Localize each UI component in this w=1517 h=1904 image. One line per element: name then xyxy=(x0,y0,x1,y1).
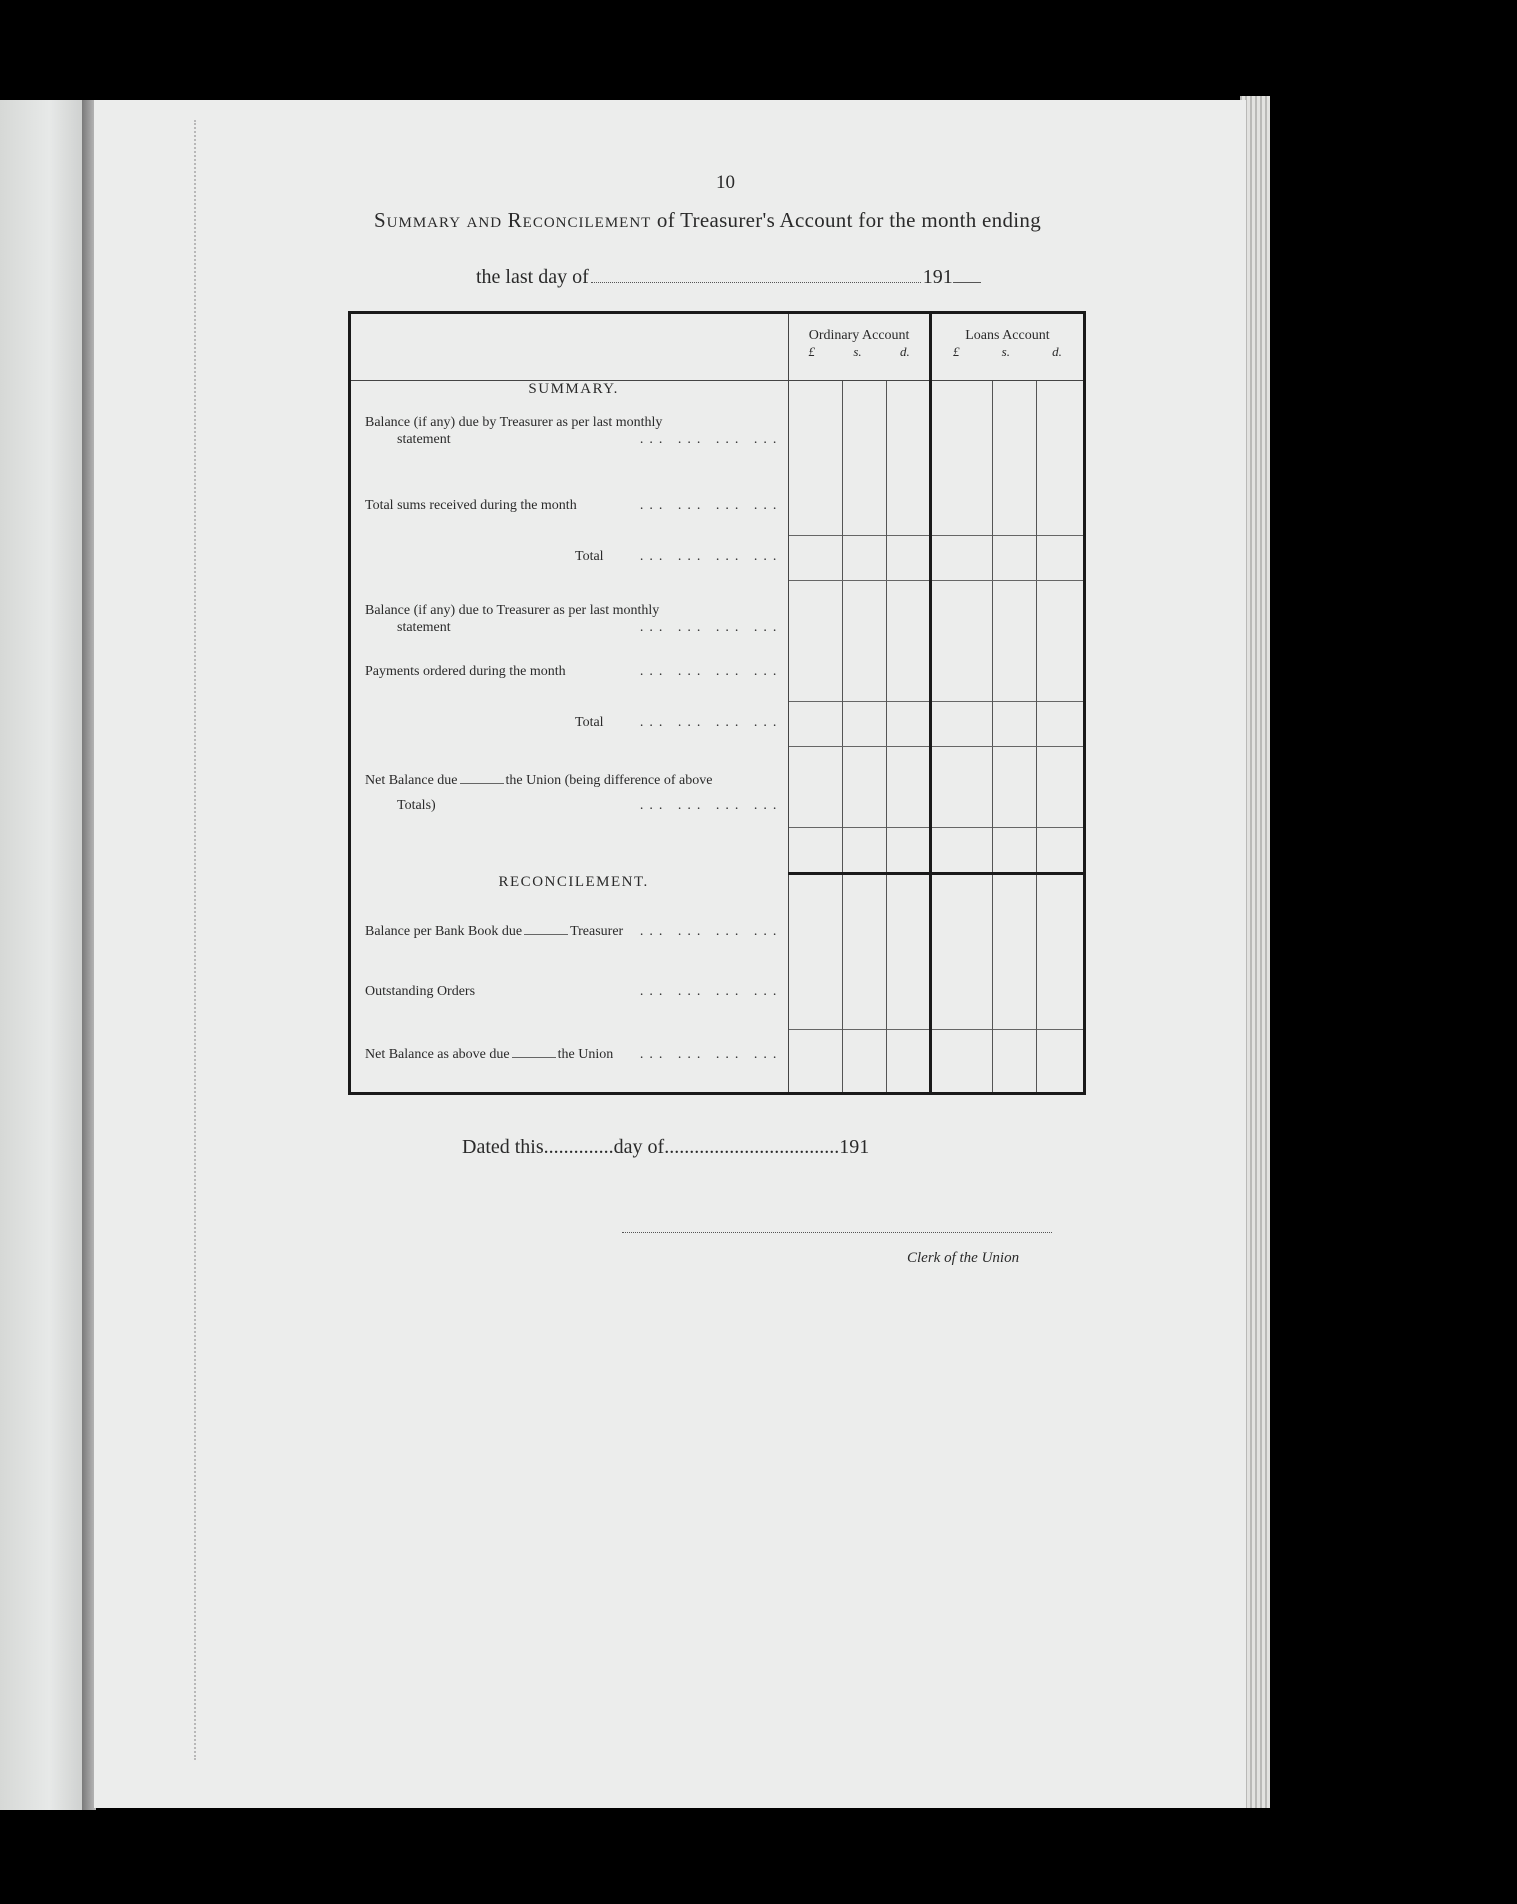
blank-line xyxy=(460,783,504,784)
row-text: Total xyxy=(575,714,604,730)
ordinary-account-header xyxy=(789,313,931,381)
bank-book-desc xyxy=(350,909,789,969)
ledger-table xyxy=(348,311,1086,1095)
amount-cell xyxy=(843,581,887,642)
amount-cell xyxy=(843,702,887,747)
amount-cell xyxy=(843,1030,887,1094)
row-text: the Union (being difference of above xyxy=(505,772,713,788)
amount-cell xyxy=(930,969,992,1030)
payments-ordered-row xyxy=(350,641,1085,702)
total-1-desc xyxy=(350,536,789,581)
amount-cell xyxy=(993,381,1037,416)
total-1-row xyxy=(350,536,1085,581)
dot-leader: ... ... ... ... xyxy=(639,924,783,939)
perforation-line xyxy=(194,120,196,1760)
dot-leader: ... ... ... ... xyxy=(639,619,783,635)
loans-units xyxy=(932,344,1083,360)
row-text: statement xyxy=(397,619,451,635)
amount-cell xyxy=(789,536,843,581)
net-balance-reco-desc xyxy=(350,1030,789,1094)
outstanding-orders-desc xyxy=(350,969,789,1030)
amount-cell xyxy=(1037,581,1085,642)
ordinary-units xyxy=(789,344,929,360)
reconcilement-title-row xyxy=(350,874,1085,910)
year-blank xyxy=(953,282,981,283)
amount-cell xyxy=(887,874,931,910)
row-text: the Union xyxy=(557,1046,614,1062)
signature-line xyxy=(622,1232,1052,1233)
net-balance-total-row xyxy=(350,828,1085,874)
row-text: Net Balance as above due xyxy=(365,1046,510,1062)
amount-cell xyxy=(887,909,931,969)
balance-by-treasurer-row xyxy=(350,415,1085,475)
row-text: statement xyxy=(397,432,451,447)
amount-cell xyxy=(993,747,1037,828)
amount-cell xyxy=(930,415,992,475)
row-text-line xyxy=(365,641,782,680)
dot-leader: ... ... ... ... xyxy=(639,548,783,564)
title-reconcilement: Reconcilement xyxy=(507,208,652,232)
amount-cell xyxy=(993,702,1037,747)
total-2-desc xyxy=(350,702,789,747)
amount-cell xyxy=(843,536,887,581)
amount-cell xyxy=(789,641,843,702)
amount-cell xyxy=(887,828,931,874)
amount-cell xyxy=(843,415,887,475)
amount-cell xyxy=(789,581,843,642)
dot-leader: ... ... ... ... xyxy=(639,714,783,730)
row-text-line xyxy=(365,536,782,565)
row-text-line xyxy=(365,747,782,789)
amount-cell xyxy=(887,536,931,581)
row-text-line xyxy=(365,702,782,731)
amount-cell xyxy=(843,381,887,416)
payments-ordered-desc xyxy=(350,641,789,702)
unit-shilling: s. xyxy=(853,344,862,359)
amount-cell xyxy=(1037,641,1085,702)
amount-cell xyxy=(1037,415,1085,475)
row-text: Balance (if any) due by Treasurer as per last monthly xyxy=(365,415,663,430)
amount-cell xyxy=(789,1030,843,1094)
signature-label: Clerk of the Union xyxy=(907,1250,1020,1266)
amount-cell xyxy=(843,874,887,910)
amount-cell xyxy=(930,581,992,642)
row-text: Totals) xyxy=(397,797,436,813)
row-text-line xyxy=(365,1030,782,1063)
subtitle-prefix: the last day of xyxy=(476,266,589,288)
amount-cell xyxy=(930,874,992,910)
amount-cell xyxy=(1037,828,1085,874)
dated-dots-1: .............. xyxy=(543,1136,614,1158)
amount-cell xyxy=(887,747,931,828)
row-text-line xyxy=(365,475,782,514)
form-subtitle xyxy=(476,266,981,289)
amount-cell xyxy=(993,1030,1037,1094)
row-text: Total sums received during the month xyxy=(365,498,577,513)
unit-pence: d. xyxy=(899,344,910,359)
amount-cell xyxy=(789,475,843,536)
amount-cell xyxy=(789,969,843,1030)
amount-cell xyxy=(930,702,992,747)
amount-cell xyxy=(789,415,843,475)
amount-cell xyxy=(993,581,1037,642)
amount-cell xyxy=(993,969,1037,1030)
amount-cell xyxy=(1037,747,1085,828)
dated-prefix: Dated this xyxy=(462,1136,544,1158)
amount-cell xyxy=(993,475,1037,536)
row-text-line xyxy=(365,619,782,636)
loans-account-label: Loans Account xyxy=(965,328,1050,343)
page-number-text: 10 xyxy=(716,172,735,193)
amount-cell xyxy=(1037,874,1085,910)
amount-cell xyxy=(843,475,887,536)
net-balance-row xyxy=(350,747,1085,828)
amount-cell xyxy=(789,747,843,828)
amount-cell xyxy=(887,381,931,416)
amount-cell xyxy=(1037,969,1085,1030)
dot-leader: ... ... ... ... xyxy=(639,664,783,679)
row-text: Net Balance due xyxy=(365,772,458,788)
dated-year: 191 xyxy=(839,1136,870,1158)
amount-cell xyxy=(930,1030,992,1094)
sums-received-desc xyxy=(350,475,789,536)
amount-cell xyxy=(930,909,992,969)
amount-cell xyxy=(1037,475,1085,536)
amount-cell xyxy=(887,641,931,702)
dot-leader: ... ... ... ... xyxy=(639,432,783,447)
dated-mid: day of xyxy=(613,1136,665,1158)
amount-cell xyxy=(1037,381,1085,416)
dated-dots-2: ................................... xyxy=(664,1136,840,1158)
amount-cell xyxy=(887,475,931,536)
amount-cell xyxy=(930,747,992,828)
row-text-line xyxy=(365,789,782,814)
sums-received-row xyxy=(350,475,1085,536)
amount-cell xyxy=(789,828,843,874)
subtitle-year: 191 xyxy=(922,266,953,288)
row-text-line xyxy=(365,431,782,448)
dot-leader: ... ... ... ... xyxy=(639,984,783,999)
net-balance-desc xyxy=(350,747,789,828)
amount-cell xyxy=(1037,1030,1085,1094)
amount-cell xyxy=(1037,702,1085,747)
amount-cell xyxy=(843,969,887,1030)
document-page xyxy=(94,100,1246,1808)
summary-title-row xyxy=(350,381,1085,416)
date-blank xyxy=(591,282,921,283)
amount-cell xyxy=(789,909,843,969)
amount-cell xyxy=(843,909,887,969)
dot-leader: ... ... ... ... xyxy=(639,797,783,813)
form-title xyxy=(374,208,1041,233)
row-text: Outstanding Orders xyxy=(365,984,476,999)
amount-cell xyxy=(789,381,843,416)
amount-cell xyxy=(843,641,887,702)
amount-cell xyxy=(843,747,887,828)
balance-to-treasurer-row xyxy=(350,581,1085,642)
row-text: Total xyxy=(575,548,604,564)
row-text: Balance per Bank Book due xyxy=(365,924,523,939)
blank-line xyxy=(524,934,568,935)
bank-book-row xyxy=(350,909,1085,969)
amount-cell xyxy=(887,415,931,475)
amount-cell xyxy=(993,641,1037,702)
reconcilement-title: RECONCILEMENT. xyxy=(350,874,789,910)
ordinary-account-label: Ordinary Account xyxy=(808,328,910,343)
unit-pound: £ xyxy=(808,344,815,359)
net-balance-reco-row xyxy=(350,1030,1085,1094)
amount-cell xyxy=(887,969,931,1030)
amount-cell xyxy=(887,581,931,642)
summary-title: SUMMARY. xyxy=(350,381,789,416)
unit-shilling: s. xyxy=(1001,344,1010,359)
amount-cell xyxy=(930,828,992,874)
row-text-line xyxy=(365,909,782,940)
header-desc-cell xyxy=(350,313,789,381)
row-text: Treasurer xyxy=(570,924,624,939)
amount-cell xyxy=(930,536,992,581)
amount-cell xyxy=(993,874,1037,910)
row-text-line xyxy=(365,969,782,1000)
amount-cell xyxy=(887,702,931,747)
amount-cell xyxy=(993,536,1037,581)
spacer-desc xyxy=(350,828,789,874)
amount-cell xyxy=(930,641,992,702)
amount-cell xyxy=(993,909,1037,969)
amount-cell xyxy=(993,415,1037,475)
left-page xyxy=(0,100,82,1810)
amount-cell xyxy=(843,828,887,874)
title-and: and xyxy=(466,208,503,232)
amount-cell xyxy=(993,828,1037,874)
outstanding-orders-row xyxy=(350,969,1085,1030)
title-summary: Summary xyxy=(374,208,462,232)
loans-account-header xyxy=(930,313,1084,381)
total-2-row xyxy=(350,702,1085,747)
row-text: Balance (if any) due to Treasurer as per last monthly xyxy=(365,602,660,618)
header-row xyxy=(350,313,1085,381)
amount-cell xyxy=(887,1030,931,1094)
dot-leader: ... ... ... ... xyxy=(639,498,783,513)
dot-leader: ... ... ... ... xyxy=(639,1046,783,1062)
balance-by-treasurer-desc xyxy=(350,415,789,475)
amount-cell xyxy=(930,475,992,536)
amount-cell xyxy=(789,702,843,747)
amount-cell xyxy=(1037,536,1085,581)
unit-pence: d. xyxy=(1052,344,1062,359)
amount-cell xyxy=(930,381,992,416)
balance-to-treasurer-desc xyxy=(350,581,789,642)
dated-line xyxy=(462,1136,869,1159)
amount-cell xyxy=(789,874,843,910)
unit-pound: £ xyxy=(952,344,960,359)
amount-cell xyxy=(1037,909,1085,969)
title-rest: of Treasurer's Account for the month ending xyxy=(656,208,1042,232)
row-text: Payments ordered during the month xyxy=(365,664,566,679)
blank-line xyxy=(512,1057,556,1058)
